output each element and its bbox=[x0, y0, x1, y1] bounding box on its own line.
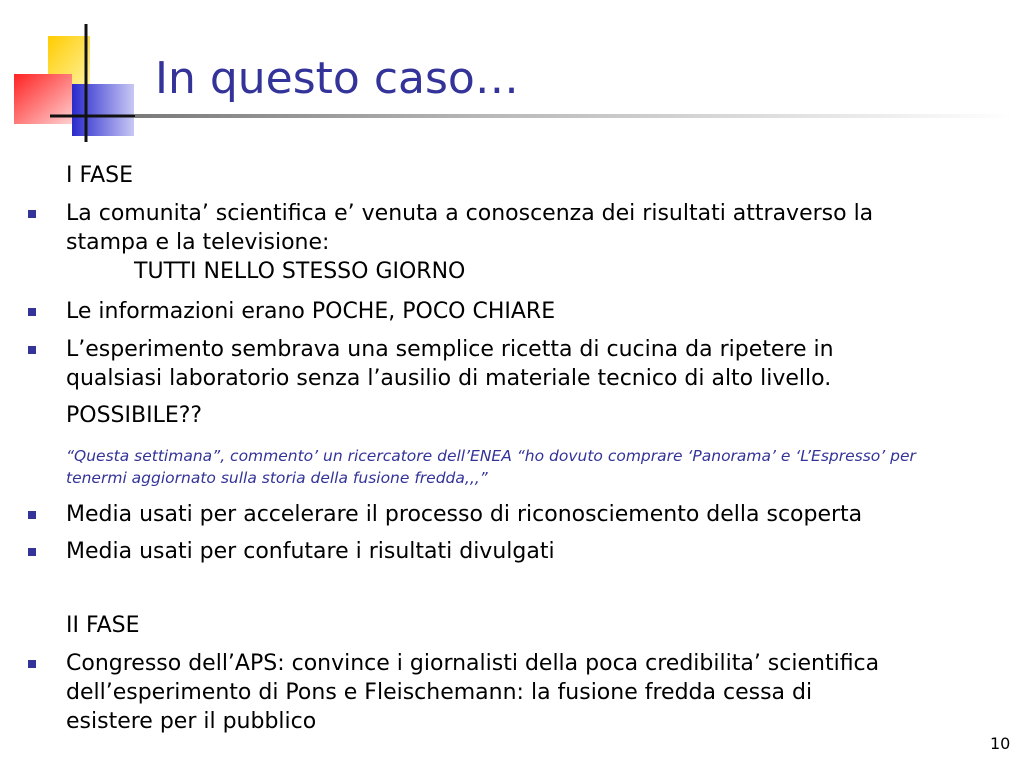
quote-line-1: “Questa settimana”, commento’ un ricercatore dell’ENEA “ho dovuto comprare ‘Panorama’ e ‘L’Espresso’ per bbox=[66, 447, 916, 465]
bullet-marker bbox=[28, 308, 36, 316]
bullet-5-line-1: Media usati per confutare i risultati divulgati bbox=[66, 539, 555, 564]
bullet-marker bbox=[28, 660, 36, 668]
bullet-6-line-1: Congresso dell’APS: convince i giornalisti della poca credibilita’ scientifica bbox=[66, 651, 880, 676]
bullet-4-line-1: Media usati per accelerare il processo di riconosciemento della scoperta bbox=[66, 502, 863, 527]
bullet-1-line-3: TUTTI NELLO STESSO GIORNO bbox=[134, 259, 466, 284]
bullet-3-line-1: L’esperimento sembrava una semplice ricetta di cucina da ripetere in bbox=[66, 337, 834, 362]
page-number: 10 bbox=[990, 734, 1011, 753]
bullet-1-line-1: La comunita’ scientifica e’ venuta a conoscenza dei risultati attraverso la bbox=[66, 201, 874, 226]
bullet-marker bbox=[28, 511, 36, 519]
bullet-2-line-1: Le informazioni erano POCHE, POCO CHIARE bbox=[66, 299, 556, 324]
bullet-6-line-2: dell’esperimento di Pons e Fleischemann: la fusione fredda cessa di bbox=[66, 680, 813, 705]
phase1-label: I FASE bbox=[66, 163, 134, 188]
bullet-marker bbox=[28, 548, 36, 556]
slide-title: In questo caso… bbox=[155, 53, 519, 104]
quote-line-2: tenermi aggiornato sulla storia della fusione fredda,,,” bbox=[66, 469, 488, 487]
phase2-label: II FASE bbox=[66, 613, 140, 638]
bullet-marker bbox=[28, 346, 36, 354]
bullet-6-line-3: esistere per il pubblico bbox=[66, 709, 317, 734]
bullet-marker bbox=[28, 210, 36, 218]
bullet-1-line-2: stampa e la televisione: bbox=[66, 230, 330, 255]
bullet-3-line-2: qualsiasi laboratorio senza l’ausilio di materiale tecnico di alto livello. bbox=[66, 366, 832, 391]
bullet-3-line-3: POSSIBILE?? bbox=[66, 403, 203, 428]
